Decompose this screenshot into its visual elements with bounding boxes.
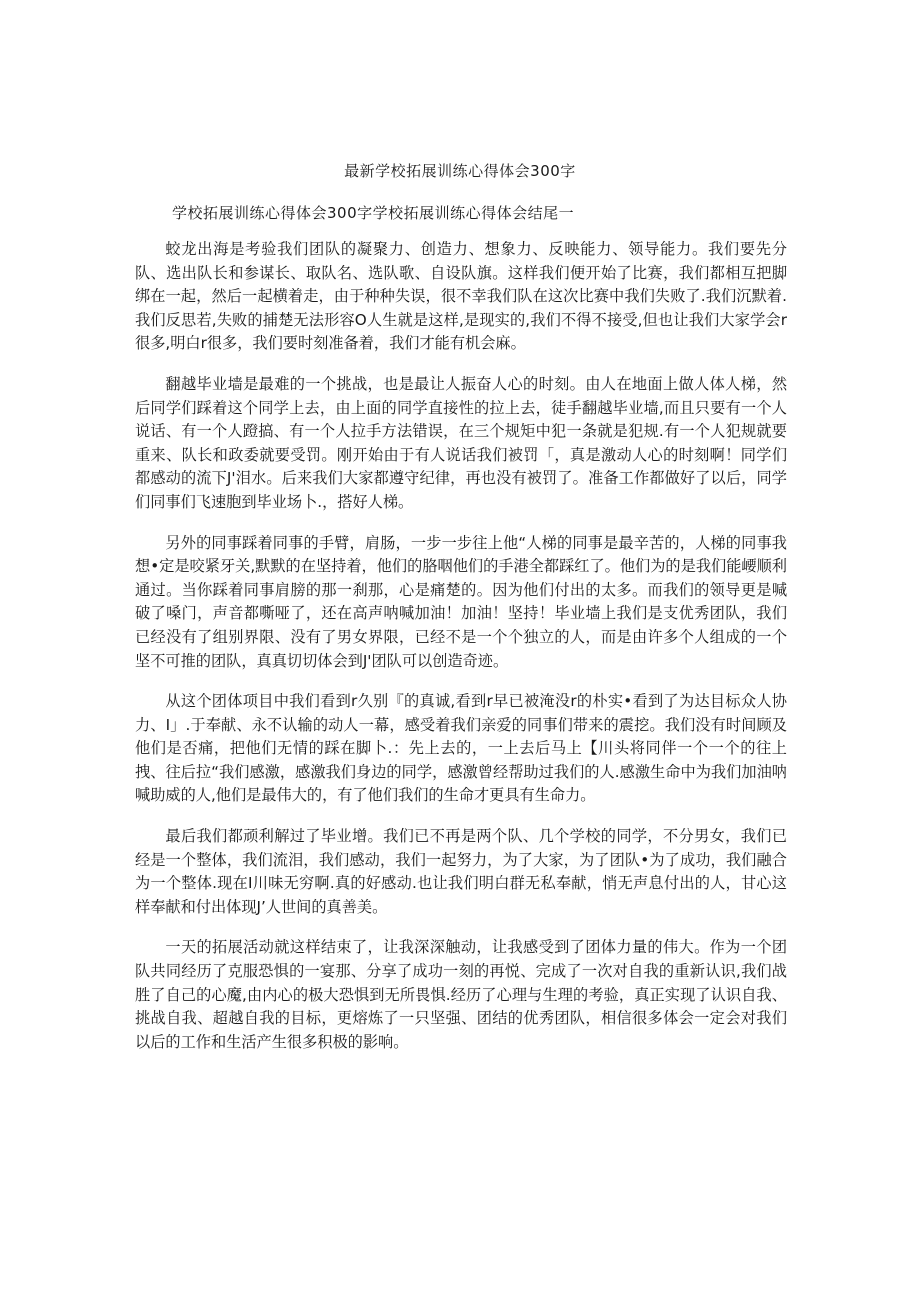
document-body — [135, 238, 787, 1071]
paragraph-human-ladder: 另外的同事踩着同事的手臂，肩肠，一步一步往上他“人梯的同事是最辛苦的，人梯的同事我想•定是咬紧牙关,默默的在坚持着，他们的胳咽他们的手港全都踩红了。他们为的是我们能崾顺利通过。当你踩着同事肩膀的那一刹那，心是痛楚的。因为他们付出的太多。而我们的领导更是喊破了嗓门，声音都嘶哑了，还在高声呐喊加油！加油！坚持！毕业墙上我们是支优秀团队，我们已经没有了组别界限、没有了男女界限，已经不是一个个独立的人，而是由许多个人组成的一个坚不可推的团队，真真切切体会到J'团队可以创造奇迹。 — [135, 533, 787, 670]
paragraph-final-crossing: 最后我们都顽利解过了毕业增。我们已不再是两个队、几个学校的同学，不分男女，我们已经是一个整体，我们流泪，我们感动，我们一起努力，为了大家，为了团队•为了成功，我们融合为一个整体.现在I川味无穷啊.真的好感动.也让我们明白群无私奉献，悄无声息付出的人，甘心这样奉献和付出体现J’人世间的真善美。 — [135, 827, 787, 916]
paragraph-team-lessons: 从这个团体项目中我们看到r久别『的真诚,看到r早已被淹没r的朴实•看到了为达目标众人协力、I」.于奉献、永不认输的动人一幕，感受着我们亲爱的同事们带来的震挖。我们没有时间顾及他们是否痛，把他们无情的踩在脚卜.：先上去的，一上去后马上【川头将同伴一个一个的往上拽、往后拉“我们感激，感激我们身边的同学，感激曾经帮助过我们的人.感激生命中为我们加油呐喊助威的人,他们是最伟大的，有了他们我们的生命才更具有生命力。 — [135, 692, 787, 805]
document-subtitle: 学校拓展训练心得体会300字学校拓展训练心得体会结尾一 — [172, 204, 575, 222]
paragraph-dragon-boat: 蛟龙出海是考验我们团队的凝聚力、创造力、想象力、反映能力、领导能力。我们要先分队、选出队长和参谋长、取队名、选队歌、自设队旗。这样我们便开始了比赛，我们都相互把脚绑在一起，然后一起横着走，由于种种失误，很不幸我们队在这次比赛中我们失败了.我们沉默着.我们反思若,失败的捕楚无法形容O人生就是这样,是现实的,我们不得不接受,但也让我们大家学会r很多,明白r很多，我们要时刻准备着，我们才能有机会麻。 — [135, 240, 787, 353]
document-title: 最新学校拓展训练心得体会300字 — [344, 162, 576, 180]
paragraph-graduation-wall: 翻越毕业墙是最难的一个挑战，也是最让人振奋人心的时刻。由人在地面上做人体人梯，然后同学们踩着这个同学上去，由上面的同学直接性的拉上去，徒手翻越毕业墙,而且只要有一个人说话、有一个人蹬搞、有一个人拉手方法错误，在三个规矩中犯一条就是犯规.有一个人犯规就要重来、队长和政委就要受罚。刚开始由于有人说话我们被罚「，真是激动人心的时刻啊！同学们都感动的流下J'泪水。后来我们大家都遵守纪律，再也没有被罚了。准备工作都做好了以后，同学们同事们飞速胞到毕业场卜.，搭好人梯。 — [135, 374, 787, 511]
paragraph-conclusion: 一天的拓展活动就这样结束了，让我深深触动，让我感受到了团体力量的伟大。作为一个团队共同经历了克服恐惧的一宴那、分享了成功一刻的再悦、完成了一次对自我的重新认识,我们战胜了自己的心魔,由内心的极大恐惧到无所畏惧.经历了心理与生理的考验，真正实现了认识自我、挑战自我、超越自我的目标，更熔炼了一只坚强、团结的优秀团队，相信很多体会一定会对我们以后的工作和生活产生很多积极的影响。 — [135, 938, 787, 1051]
